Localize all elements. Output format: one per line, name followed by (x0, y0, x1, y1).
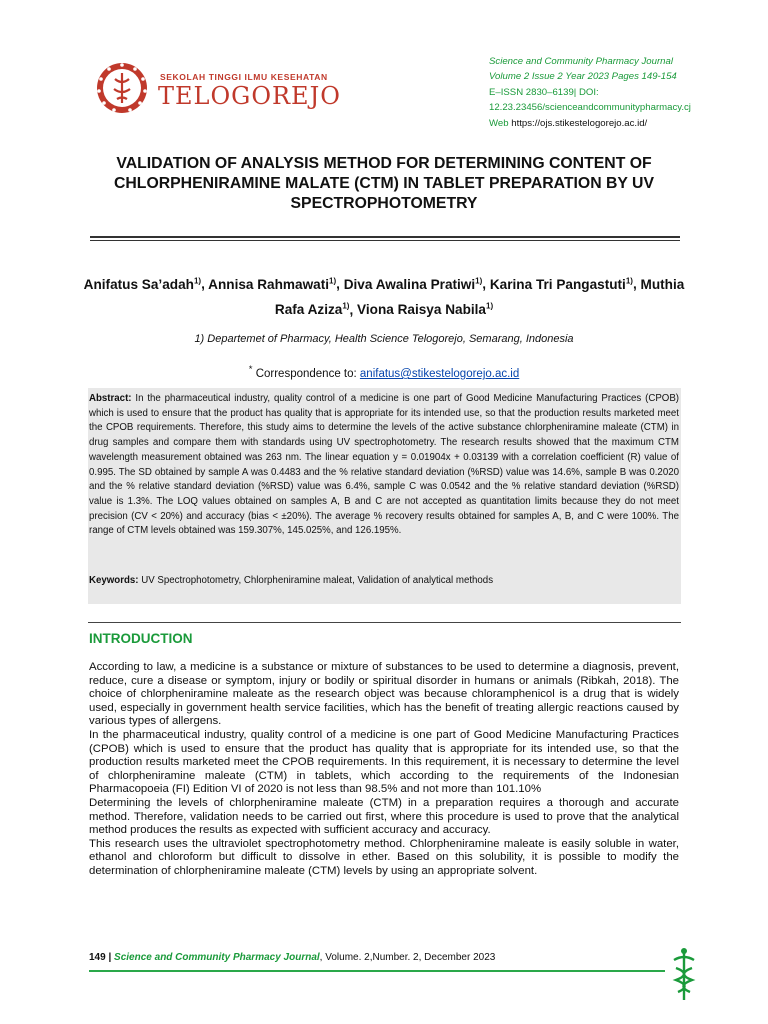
abstract-text: In the pharmaceutical industry, quality control of a medicine is one part of Good Medicine Manufacturing Practices (CPOB) which is used to ensure that the product has quality that is appropriate for its intended use, so that the production results marketed meet the CPOB requirements. Therefore, this study aims to determine the levels of the active substance chlorpheniramine maleate (CTM) in drug samples and compare them with standards using UV spectrophotometry. The research results showed that the maximum CTM wavelength measurement obtained was 263 nm. The linear equation y = 0.01904x + 0.03139 with a correlation coefficient (R) value of 0.995. The SD obtained by sample A was 0.4483 and the % relative standard deviation (%RSD) value was 14.6%, sample B was 0.2020 and the % relative standard deviation (%RSD) value was 6.4%, sample C was 0.0542 and the % relative standard deviation (%RSD) value is 1.3%. The LOQ values obtained on samples A, B and C are not accepted as quantitation limits because they do not meet precision (CV < 20%) and accuracy (bias < ±20%). The average % recovery results obtained for samples A, B, and C were 100%. The range of CTM levels obtained was 159.307%, 145.025%, and 126.195%. (89, 393, 680, 537)
journal-name: Science and Community Pharmacy Journal (489, 56, 673, 67)
title-divider-thin (90, 240, 680, 241)
footer-issue: , Volume. 2,Number. 2, December 2023 (319, 952, 496, 963)
introduction-body (89, 661, 679, 879)
author: Diva Awalina Pratiwi$^{1)}$ (343, 276, 483, 292)
introduction-heading: INTRODUCTION (89, 631, 193, 646)
paragraph: According to law, a medicine is a substance or mixture of substances to be used to determine a diagnosis, prevent, reduce, cure a disease or symptom, injury or bodily or spiritual disorder in humans or animals (Ribkah, 2018). The choice of chlorpheniramine maleate as the research object was because chloramphenicol is a drug that is widely used, especially in government health service facilities, which has the benefit of treating allergic reactions caused by various types of allergens. (89, 661, 679, 728)
page-footer: 149 | Science and Community Pharmacy Journal, Volume. 2,Number. 2, December 2023 (89, 952, 496, 963)
author: Viona Raisya Nabila$^{1)}$ (357, 301, 494, 318)
author: Annisa Rahmawati$^{1)}$ (208, 276, 337, 292)
keywords-label: Keywords: (89, 575, 139, 586)
keywords (89, 574, 679, 588)
journal-issn: E–ISSN 2830–6139| DOI: (489, 86, 599, 98)
author: Anifatus Sa’adah$^{1)}$ (83, 276, 202, 292)
paper-title: VALIDATION OF ANALYSIS METHOD FOR DETERMINING CONTENT OF CHLORPHENIRAMINE MALATE (CTM) IN TABLET PREPARATION BY UV SPECTROPHOTOMETRY (113, 155, 654, 212)
logo-subtitle: SEKOLAH TINGGI ILMU KESEHATAN (160, 72, 328, 82)
abstract (89, 392, 679, 539)
journal-web-link[interactable]: https://ojs.stikestelogorejo.ac.id/ (511, 117, 648, 129)
paragraph: This research uses the ultraviolet spectrophotometry method. Chlorpheniramine maleate is easily soluble in water, ethanol and chloroform but difficult to dissolve in ether. Based on this solubility, it is possible to modify the determination of chlorpheniramine maleate (CTM) levels by using an appropriate solvent. (89, 837, 679, 877)
paragraph: In the pharmaceutical industry, quality control of a medicine is one part of Good Medicine Manufacturing Practices (CPOB) which is used to ensure that the product has quality that is appropriate for its intended use, so that the production results marketed meet the CPOB requirements. In this requirement, it is necessary to determine the level of chlorpheniramine maleate (CTM) in tablets, which according to the requirements of the Indonesian Pharmacopoeia (FI) Edition VI of 2020 is not less than 98.5% and not more than 101.10% (89, 728, 679, 796)
logo-title: TELOGOREJO (158, 82, 341, 110)
web-label: Web (489, 117, 509, 129)
keywords-text: UV Spectrophotometry, Chlorpheniramine maleat, Validation of analytical methods (141, 575, 494, 586)
author-list: Anifatus Sa’adah$^{1)}$, Annisa Rahmawati$^{1)}$, Diva Awalina Pratiwi$^{1)}$, Karina Tri Pangastuti$^{1)}$, Muthia Rafa Aziza$^{1)}$, Viona Raisya Nabila$^{1)}$ (83, 276, 685, 318)
college-emblem-icon (95, 61, 149, 115)
abstract-label: Abstract: (89, 393, 132, 404)
correspondence: * Correspondence to: anifatus@stikestelogorejo.ac.id (248, 364, 520, 380)
journal-volume: Volume 2 Issue 2 Year 2023 Pages 149-154 (489, 71, 677, 83)
author: Muthia Rafa Aziza$^{1)}$ (274, 276, 685, 318)
caduceus-icon (666, 946, 702, 1002)
title-divider (90, 236, 680, 238)
affiliation: 1) Departemet of Pharmacy, Health Science Telogorejo, Semarang, Indonesia (194, 333, 574, 345)
section-divider (88, 622, 681, 623)
footer-journal-name: Science and Community Pharmacy Journal (114, 952, 320, 963)
author: Karina Tri Pangastuti$^{1)}$ (489, 276, 633, 292)
correspondence-email-link[interactable]: anifatus@stikestelogorejo.ac.id (359, 367, 520, 380)
page-number: 149 (89, 952, 106, 963)
paragraph: Determining the levels of chlorpheniramine maleate (CTM) in a preparation requires a thorough and accurate method. Therefore, validation needs to be carried out first, where this procedure is used to prove that the analytical method produces the results as expected with sufficient accuracy and accuracy. (89, 796, 679, 837)
journal-info (489, 54, 729, 131)
journal-doi[interactable]: 12.23.23456/scienceandcommunitypharmacy.cj (489, 102, 691, 114)
footer-rule (89, 970, 665, 972)
